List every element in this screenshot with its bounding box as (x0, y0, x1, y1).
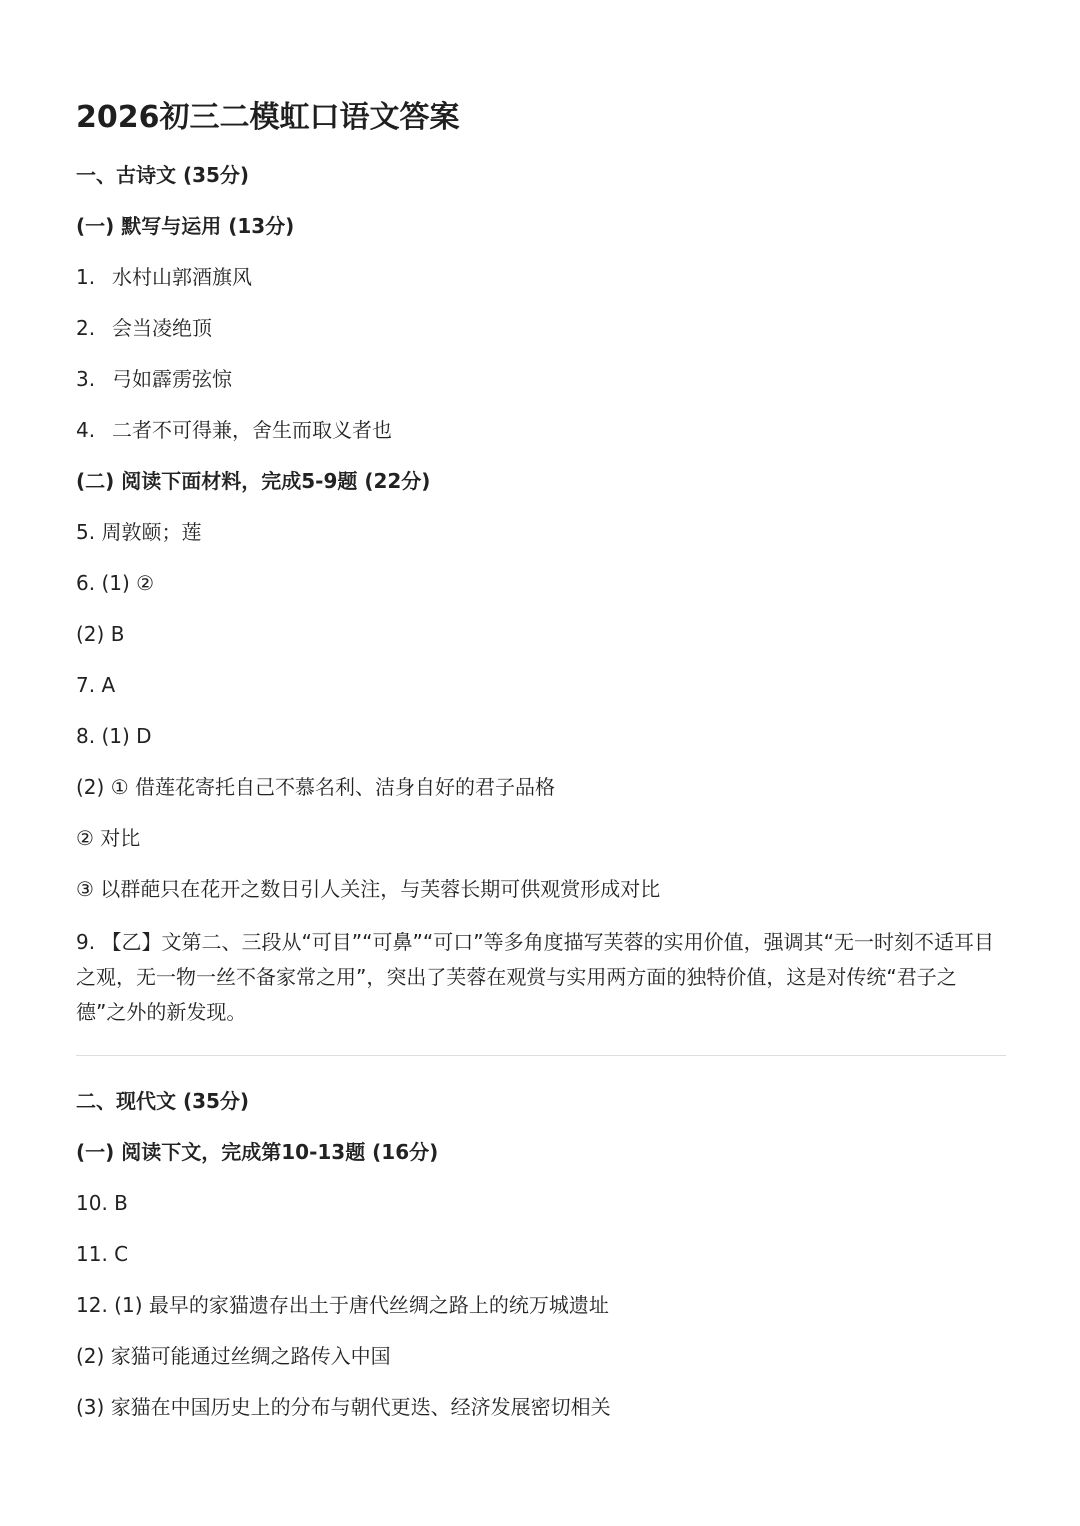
answer-line: ② 对比 (76, 826, 141, 850)
answer-document (76, 96, 1006, 1443)
section-heading-modern: 二、现代文 (35分) (76, 1089, 250, 1113)
answer-line: 10. B (76, 1191, 128, 1215)
answer-line: (2) B (76, 622, 125, 646)
list-item (76, 415, 1006, 445)
subsection-heading-reading: (二) 阅读下面材料，完成5-9题 (22分) (76, 469, 431, 493)
section-heading-classical: 一、古诗文 (35分) (76, 163, 250, 187)
list-item (76, 364, 1006, 394)
list-item-text: 弓如霹雳弦惊 (112, 367, 232, 391)
subsection-heading-modern-reading: (一) 阅读下文，完成第10-13题 (16分) (76, 1140, 439, 1164)
answer-paragraph-q9: 9. 【乙】文第二、三段从“可目”“可鼻”“可口”等多角度描写芙蓉的实用价值，强调其“无一时刻不适耳目之观，无一物一丝不备家常之用”，突出了芙蓉在观赏与实用两方面的独特价值，这是对传统“君子之德”之外的新发现。 (76, 930, 994, 1024)
list-item (76, 262, 1006, 292)
list-item-text: 会当凌绝顶 (112, 316, 212, 340)
list-item-number: 1. (76, 265, 96, 289)
answer-line: (2) ① 借莲花寄托自己不慕名利、洁身自好的君子品格 (76, 775, 555, 799)
answer-line: ③ 以群葩只在花开之数日引人关注，与芙蓉长期可供观赏形成对比 (76, 877, 661, 901)
answer-line: 7. A (76, 673, 116, 697)
list-item-text: 水村山郭酒旗风 (112, 265, 252, 289)
answer-line: 11. C (76, 1242, 129, 1266)
subsection-heading-dictation: (一) 默写与运用 (13分) (76, 214, 295, 238)
answer-line: 8. (1) D (76, 724, 152, 748)
answer-line: (3) 家猫在中国历史上的分布与朝代更迭、经济发展密切相关 (76, 1395, 611, 1419)
list-item-text: 二者不可得兼，舍生而取义者也 (112, 418, 392, 442)
answer-line: (2) 家猫可能通过丝绸之路传入中国 (76, 1344, 391, 1368)
list-item (76, 313, 1006, 343)
list-item-number: 2. (76, 316, 96, 340)
list-item-number: 3. (76, 367, 96, 391)
page-title: 2026初三二模虹口语文答案 (76, 100, 460, 135)
answer-line: 5. 周敦颐；莲 (76, 520, 202, 544)
answer-line: 6. (1) ② (76, 571, 155, 595)
list-item-number: 4. (76, 418, 96, 442)
answer-line: 12. (1) 最早的家猫遗存出土于唐代丝绸之路上的统万城遗址 (76, 1293, 609, 1317)
section-divider (76, 1055, 1006, 1056)
